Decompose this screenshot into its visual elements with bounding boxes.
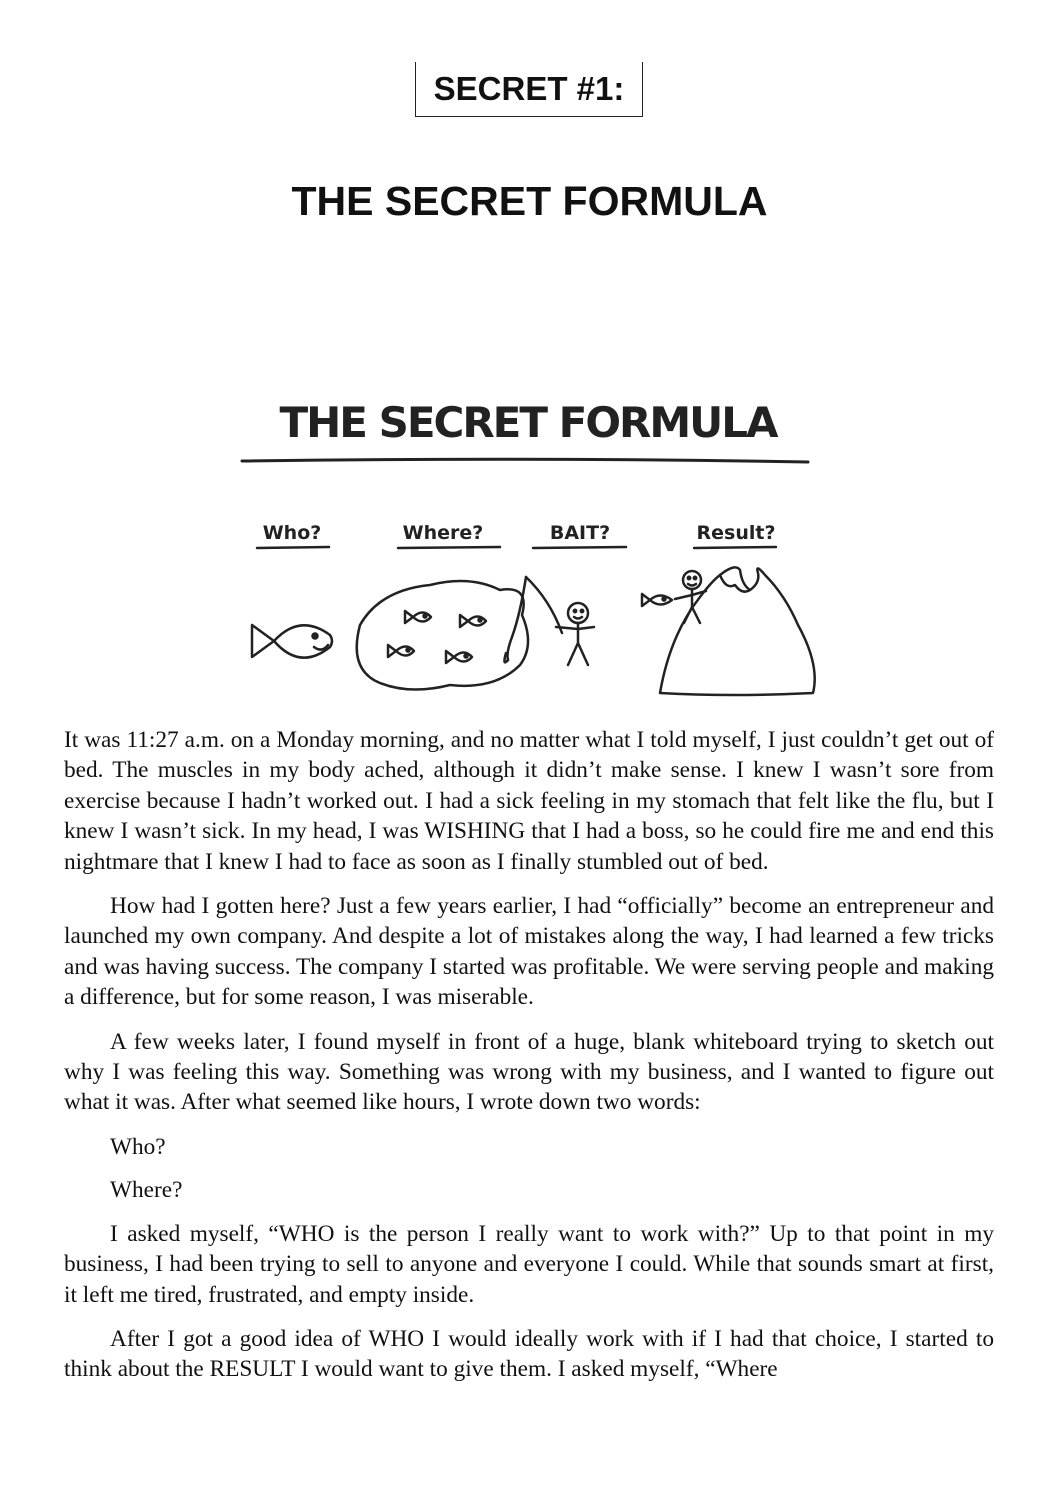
illustration-title: THE SECRET FORMULA	[279, 398, 777, 447]
paragraph: A few weeks later, I found myself in front of a huge, blank whiteboard trying to sketch out why I was feeling this way. Something was wrong with my business, and I wanted to figure out what it was. After what seemed like hours, I wrote down two words:	[64, 1028, 994, 1116]
label-where: Where?	[402, 522, 484, 544]
fish-drawing	[252, 625, 332, 658]
secret-formula-illustration	[230, 385, 830, 705]
label-bait: BAIT?	[549, 522, 611, 544]
secret-number-heading: SECRET #1:	[415, 62, 643, 117]
label-result: Result?	[696, 522, 776, 544]
paragraph: Where?	[110, 1177, 183, 1204]
label-who: Who?	[262, 522, 322, 544]
chapter-title: THE SECRET FORMULA	[291, 178, 768, 224]
paragraph: Who?	[110, 1133, 166, 1160]
paragraph: After I got a good idea of WHO I would ideally work with if I had that choice, I started to think about the RESULT I would want to give them. I asked myself, “Where	[64, 1325, 994, 1383]
title-underline	[242, 459, 808, 462]
body-text	[64, 725, 994, 1399]
paragraph: It was 11:27 a.m. on a Monday morning, and no matter what I told myself, I just couldn’t get out of bed. The muscles in my body ached, although it didn’t make sense. I knew I wasn’t sore from exercise because I hadn’t worked out. I had a sick feeling in my stomach that felt like the flu, but I knew I wasn’t sick. In my head, I was WISHING that I had a boss, so he could fire me and end this nightmare that I knew I had to face as soon as I finally stumbled out of bed.	[64, 727, 994, 875]
pond-drawing	[357, 581, 528, 690]
paragraph: I asked myself, “WHO is the person I really want to work with?” Up to that point in my business, I had been trying to sell to anyone and everyone I could. While that sounds smart at first, it left me tired, frustrated, and empty inside.	[64, 1220, 994, 1308]
paragraph: How had I gotten here? Just a few years earlier, I had “officially” become an entrepreneur and launched my own company. And despite a lot of mistakes along the way, I had learned a few tricks and was having success. The company I started was profitable. We were serving people and making a difference, but for some reason, I was miserable.	[64, 893, 994, 1011]
mountain-drawing	[642, 567, 815, 695]
